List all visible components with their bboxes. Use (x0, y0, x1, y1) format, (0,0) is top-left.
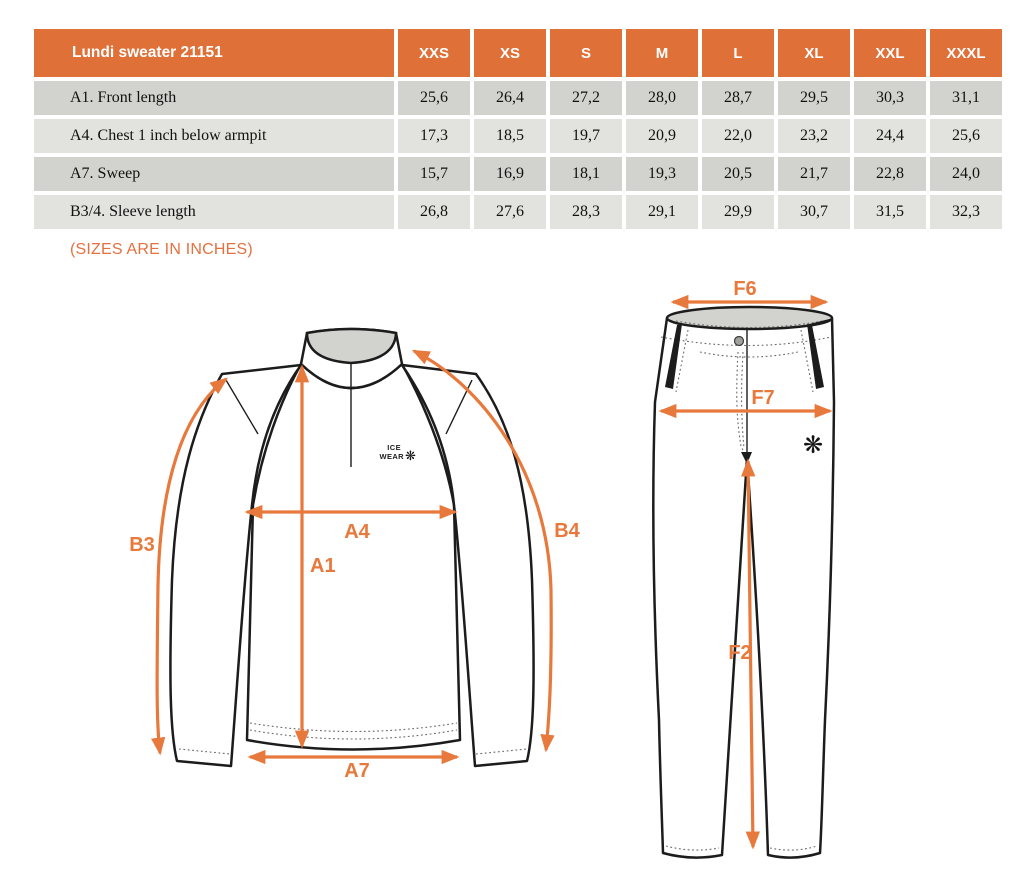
sweater-label-a7: A7 (344, 760, 370, 782)
cell-value: 28,0 (626, 81, 698, 115)
sweater-label-a4: A4 (344, 521, 370, 543)
sizes-note: (SIZES ARE IN INCHES) (70, 241, 253, 258)
size-header-xs: XS (474, 29, 546, 77)
size-header-s: S (550, 29, 622, 77)
cell-value: 24,4 (854, 119, 926, 153)
cell-value: 29,9 (702, 195, 774, 229)
size-header-l: L (702, 29, 774, 77)
size-header-m: M (626, 29, 698, 77)
size-table (30, 25, 1006, 233)
pants-diagram (653, 278, 834, 858)
sweater-label-b4: B4 (554, 520, 580, 542)
cell-value: 23,2 (778, 119, 850, 153)
table-row (34, 195, 1002, 229)
table-row (34, 81, 1002, 115)
row-label: A4. Chest 1 inch below armpit (34, 119, 394, 153)
table-row (34, 119, 1002, 153)
cell-value: 16,9 (474, 157, 546, 191)
snowflake-logo-icon: ❋ (405, 449, 416, 464)
cell-value: 25,6 (930, 119, 1002, 153)
cell-value: 26,8 (398, 195, 470, 229)
cell-value: 19,7 (550, 119, 622, 153)
sweater-diagram (129, 329, 580, 782)
cell-value: 29,1 (626, 195, 698, 229)
row-label: A7. Sweep (34, 157, 394, 191)
row-label: A1. Front length (34, 81, 394, 115)
cell-value: 26,4 (474, 81, 546, 115)
pants-label-f2: F2 (728, 642, 752, 664)
snowflake-logo-icon: ❋ (802, 431, 824, 459)
cell-value: 25,6 (398, 81, 470, 115)
pants-body (653, 311, 834, 858)
cell-value: 30,7 (778, 195, 850, 229)
cell-value: 31,5 (854, 195, 926, 229)
sweater-body (247, 364, 460, 750)
cell-value: 15,7 (398, 157, 470, 191)
cell-value: 32,3 (930, 195, 1002, 229)
size-header-xxs: XXS (398, 29, 470, 77)
sweater-label-a1: A1 (310, 555, 336, 577)
cell-value: 18,5 (474, 119, 546, 153)
row-label: B3/4. Sleeve length (34, 195, 394, 229)
cell-value: 24,0 (930, 157, 1002, 191)
pants-label-f6: F6 (733, 278, 757, 300)
table-row (34, 157, 1002, 191)
cell-value: 19,3 (626, 157, 698, 191)
garment-diagrams (0, 270, 1036, 888)
cell-value: 18,1 (550, 157, 622, 191)
cell-value: 17,3 (398, 119, 470, 153)
cell-value: 30,3 (854, 81, 926, 115)
product-title: Lundi sweater 21151 (34, 29, 394, 77)
cell-value: 27,6 (474, 195, 546, 229)
size-header-xl: XL (778, 29, 850, 77)
sweater-label-b3: B3 (129, 534, 155, 556)
cell-value: 22,8 (854, 157, 926, 191)
size-header-xxxl: XXXL (930, 29, 1002, 77)
cell-value: 20,9 (626, 119, 698, 153)
icewear-logo-text: WEAR (379, 452, 404, 461)
icewear-logo-text: ICE (387, 443, 401, 452)
cell-value: 21,7 (778, 157, 850, 191)
cell-value: 31,1 (930, 81, 1002, 115)
cell-value: 28,3 (550, 195, 622, 229)
cell-value: 27,2 (550, 81, 622, 115)
cell-value: 28,7 (702, 81, 774, 115)
cell-value: 22,0 (702, 119, 774, 153)
pants-label-f7: F7 (751, 387, 775, 409)
table-header-row (34, 29, 1002, 77)
cell-value: 29,5 (778, 81, 850, 115)
waist-button (735, 337, 744, 346)
cell-value: 20,5 (702, 157, 774, 191)
size-header-xxl: XXL (854, 29, 926, 77)
